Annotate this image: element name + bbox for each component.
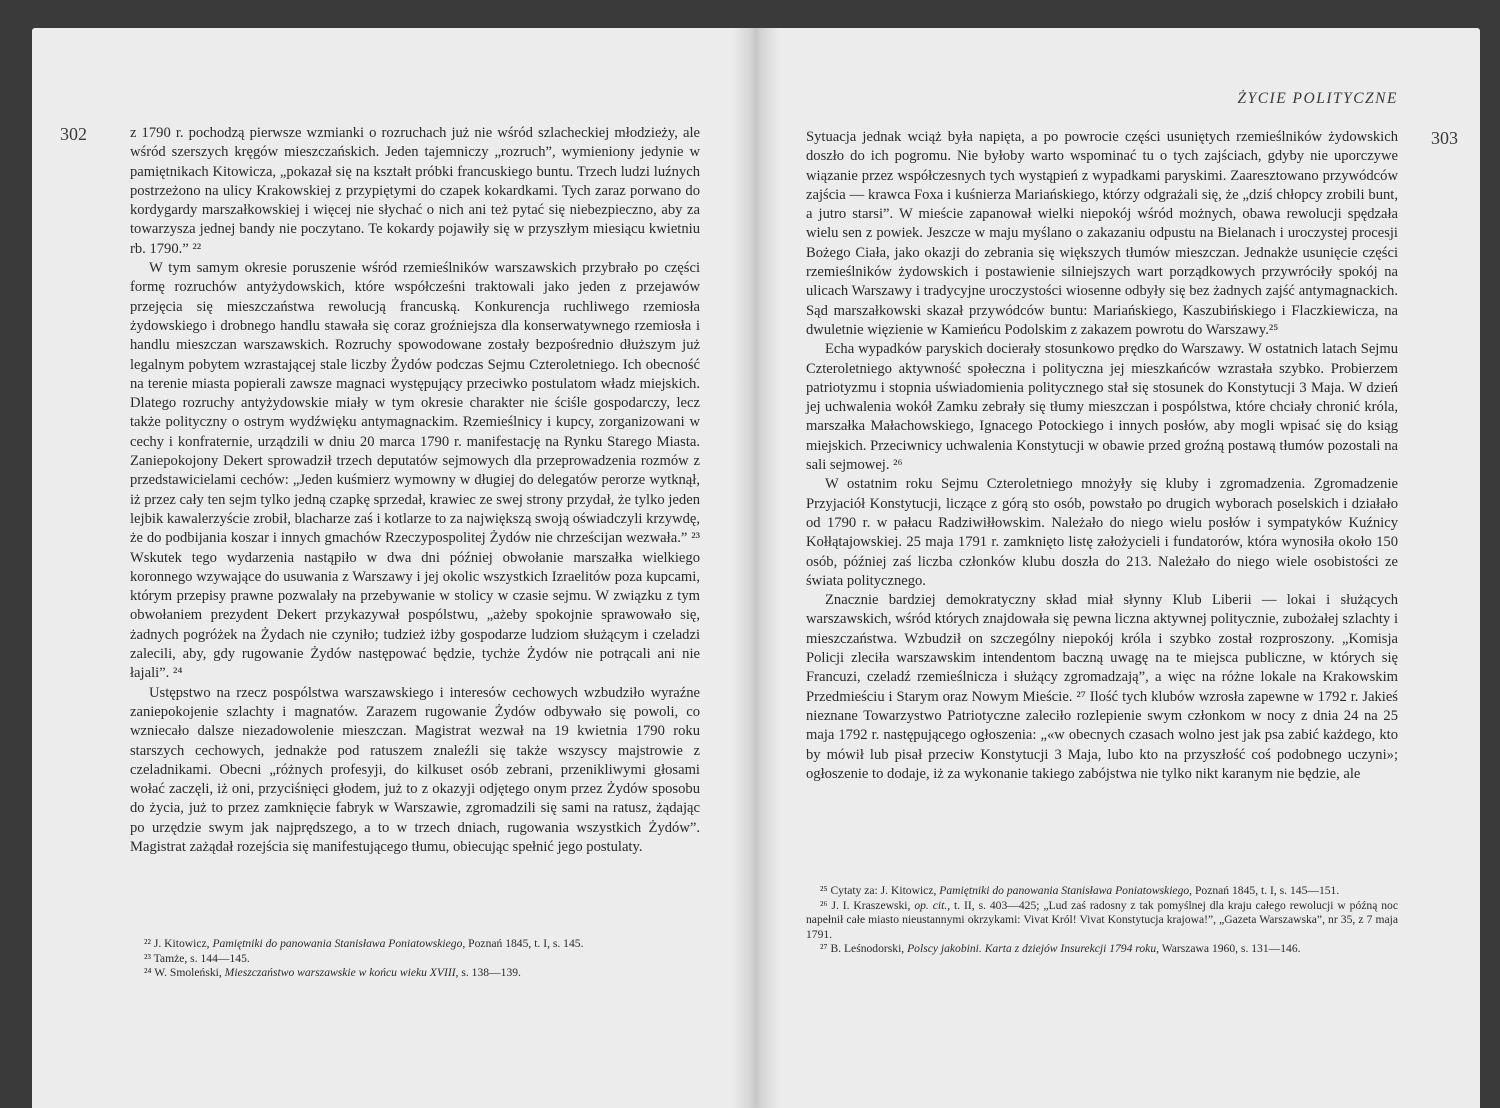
footnote: ²³ Tamże, s. 144—145. [144,951,250,965]
right-page [764,28,1480,1108]
paragraph: Znacznie bardziej demokratyczny skład miał słynny Klub Liberii — lokai i służących warszawskich, wśród których znajdowała się pewna liczna aktywnej politycznie, zubożałej szlachty i mieszczaństwa. Wzbudził on szczególny niepokój króla i szybko został rozproszony. „Komisja Policji zleciła warszawskim intendentom baczną uwagę na te miejsca publiczne, w których się Francuzi, czeladź rzemieślnicza i służący zgromadzają”, a więc na różne lokale na Krakowskim Przedmieściu i Starym oraz Nowym Mieście. ²⁷ Ilość tych klubów wzrosła zapewne w 1792 r. Jakieś nieznane Towarzystwo Patriotyczne zaleciło rozlepienie swym członkom w nocy z dnia 24 na 25 maja 1792 r. następującego ogłoszenia: „«w obecnych czasach wolno jest jak psa zabić każdego, kto by mówił lub pisał przeciw Konstytucji 3 Maja, lubo kto na przyszłość coś podobnego uczyni»; ogłoszenie to dodaje, iż za wykonanie takiego zabójstwa nie tylko nikt karanym nie będzie, ale [806,592,1398,782]
paragraph: Ustępstwo na rzecz pospólstwa warszawskiego i interesów cechowych wzbudziło wyraźne zaniepokojenie szlachty i magnatów. Zarazem rugowanie Żydów odbywało się powoli, co wzniecało dalsze niezadowolenie mieszczan. Magistrat wezwał na 19 kwietnia 1790 roku starszych cechowych, jednakże pod ratuszem znaleźli się także wszyscy majstrowie z czeladnikami. Obecni „różnych profesyji, do kilkuset osób zebrani, przenikliwymi głosami wołać zaczęli, iż oni, przyciśnięci głodem, już to z okazyji odjętego onym przez Żydów sposobu do życia, już to przez zamknięcie fabryk w Warszawie, zgromadzili się sami na ratusz, żądając po urzędzie swym jak najprędszego, a to w trzech dniach, rugowania wszystkich Żydów”. Magistrat zażądał rozejścia się manifestującego tłumu, obiecując spełnić jego postulaty. [130,684,700,855]
right-body-text [806,128,1398,784]
paragraph: Sytuacja jednak wciąż była napięta, a po powrocie części usuniętych rzemieślników żydowskich doszło do ich pogromu. Nie byłoby warto wspominać tu o tych zajściach, gdyby nie uporczywe wiązanie przez współczesnych tych wystąpień z wypadkami paryskimi. Zaaresztowano przywódców zajścia — krawca Foxa i kuśnierza Mariańskiego, którzy odgrażali się, że „dziś chłopcy zrobili bunt, a jutro starsi”. W mieście zapanował wielki niepokój wśród możnych, obawa rewolucji spędzała wielu sen z powiek. Jeszcze w maju myślano o zakazaniu odpustu na Bielanach i uroczystej procesji Bożego Ciała, jako okazji do zebrania się większych tłumów mieszczan. Jednakże usunięcie części rzemieślników żydowskich i postawienie silniejszych wart porządkowych przywróciły spokój na ulicach Warszawy i tradycyjne uroczystości wiosenne odbyły się bez żadnych zajść antymagnackich. Sąd marszałkowski skazał przywódców buntu: Mariańskiego, Kaszubińskiego i Flaczkiewicza, na dwuletnie więzienie w Kamieńcu Podolskim z zakazem powrotu do Warszawy.²⁵ [806,129,1398,338]
right-footnotes [806,884,1398,957]
left-page [32,28,748,1108]
paragraph: Echa wypadków paryskich docierały stosunkowo prędko do Warszawy. W ostatnich latach Sejmu Czteroletniego aktywność społeczna i polityczna jej mieszkańców wzrastała szybko. Probierzem patriotyzmu i stopnia uświadomienia politycznego stał się stosunek do Konstytucji 3 Maja. W dzień jej uchwalenia wokół Zamku zebrały się tłumy mieszczan i pospólstwa, które chciały chronić króla, marszałka Małachowskiego, Ignacego Potockiego i innych posłów, aby mogli wpisać się do ksiąg miejskich. Przeciwnicy uchwalenia Konstytucji w obawie przed groźną postawą tłumów pozostali na sali sejmowej. ²⁶ [806,341,1398,474]
paragraph: z 1790 r. pochodzą pierwsze wzmianki o rozruchach już nie wśród szlacheckiej młodzieży, ale wśród szerszych kręgów mieszczańskich. Jeden tajemniczy „rozruch”, wymieniony jedynie w pamiętnikach Kitowicza, „pokazał się na kształt próbki francuskiego buntu. Trzech ludzi luźnych postrzeżono na ulicy Krakowskiej z przypiętymi do czapek kokardkami. Tych zaraz porwano do kordygardy marszałkowskiej i więcej nie słychać o nich ani też pytać się niebezpieczno, aby za towarzysza jednej bandy nie poczytano. Te kokardy pojawiły się w przyszłym miesiącu kwietniu rb. 1790.” ²² [130,125,700,257]
paragraph: W tym samym okresie poruszenie wśród rzemieślników warszawskich przybrało po części formę rozruchów antyżydowskich, które współcześni traktowali jako jeden z przejawów przejęcia się mieszczaństwa rewolucją francuską. Konkurencja ruchliwego rzemiosła żydowskiego i drobnego handlu stawała się coraz groźniejsza dla konserwatywnego rzemiosła i handlu mieszczan warszawskich. Rozruchy spowodowane zostały bezpośrednio dłuższym już legalnym pobytem wzrastającej stale liczby Żydów podczas Sejmu Czteroletniego. Ich obecność na terenie miasta popierali zawsze magnaci występujący przeciwko postulatom władz miejskich. Dlatego rozruchy antyżydowskie miały w tym okresie charakter nie ściśle gospodarczy, lecz także polityczny o ostrym wydźwięku antymagnackim. Rzemieślnicy i kupcy, zorganizowani w cechy i konfraternie, urządzili w dniu 20 marca 1790 r. manifestację na Rynku Starego Miasta. Zaniepokojony Dekert sprowadził trzech deputatów sejmowych dla przeprowadzenia rozmów z przedstawicielami cechów: „Jeden kuśmierz wymowny w długiej do delegatów perorze wytknął, iż przez cały ten sejm tylko jedną czapkę sprzedał, krawiec ze swej strony przydał, że tylko jeden lejbik kawalerzyście zrobił, blacharze zaś i kotlarze to za największą swoją oświadczyli krzywdę, że do podbijania koszar i innych gmachów Rzeczypospolitej Żydów nie chrześcijan wezwała.” ²³ Wskutek tego wydarzenia nastąpiło w dwa dni później obwołanie marszałka wielkiego koronnego wzywające do usuwania z Warszawy i jej okolic wszystkich Izraelitów poza kupcami, którym przepisy prawne pozwalały na przebywanie w stolicy w czasie sejmu. W związku z tym obwołaniem prezydent Dekert przykazywał pospólstwu, „ażeby spokojnie sprawowało się, żadnych pogróżek na Żydach nie czyniło; tudzież iżby gospodarze ludziom służącym i czeladzi zalecili, aby, gdy rugowanie Żydów następować będzie, tychże Żydów nie potrącali ani nie łajali”. ²⁴ [130,260,700,682]
footnote: ²⁶ J. I. Kraszewski, op. cit., t. II, s. 403—425; „Lud zaś radosny z tak pomyślnej dla kraju całego rewolucji w późną noc napełnił całe miasto nieustannymi okrzykami: Vivat Król! Vivat Konstytucja krajowa!”, „Gazeta Warszawska”, nr 35, z 7 maja 1791. [806,898,1398,941]
page-number-right: 303 [1431,128,1458,148]
footnote: ²⁴ W. Smoleński, Mieszczaństwo warszawskie w końcu wieku XVIII, s. 138—139. [144,966,521,979]
footnote: ²² J. Kitowicz, Pamiętniki do panowania Stanisława Poniatowskiego, Poznań 1845, t. I, s. 145. [144,937,584,950]
book-spread [32,28,1480,1108]
footnote: ²⁷ B. Leśnodorski, Polscy jakobini. Karta z dziejów Insurekcji 1794 roku, Warszawa 1960, s. 131—146. [820,942,1301,955]
running-header: ŻYCIE POLITYCZNE [1237,90,1398,107]
left-body-text [130,124,700,857]
left-footnotes [130,937,700,981]
page-number-left: 302 [60,124,87,144]
footnote: ²⁵ Cytaty za: J. Kitowicz, Pamiętniki do panowania Stanisława Poniatowskiego, Poznań 1845, t. I, s. 145—151. [820,884,1340,897]
paragraph: W ostatnim roku Sejmu Czteroletniego mnożyły się kluby i zgromadzenia. Zgromadzenie Przyjaciół Konstytucji, liczące z górą sto osób, powstało po drugich wyborach poselskich i działało od 1790 r. w pałacu Radziwiłłowskim. Należało do niego wielu posłów i sympatyków Kuźnicy Kołłątajowskiej. 25 maja 1791 r. zamknięto listę założycieli i fundatorów, która wynosiła około 150 osób, później zaś liczba członków klubu doszła do 213. Należało do niego wiele osobistości ze świata politycznego. [806,476,1398,589]
